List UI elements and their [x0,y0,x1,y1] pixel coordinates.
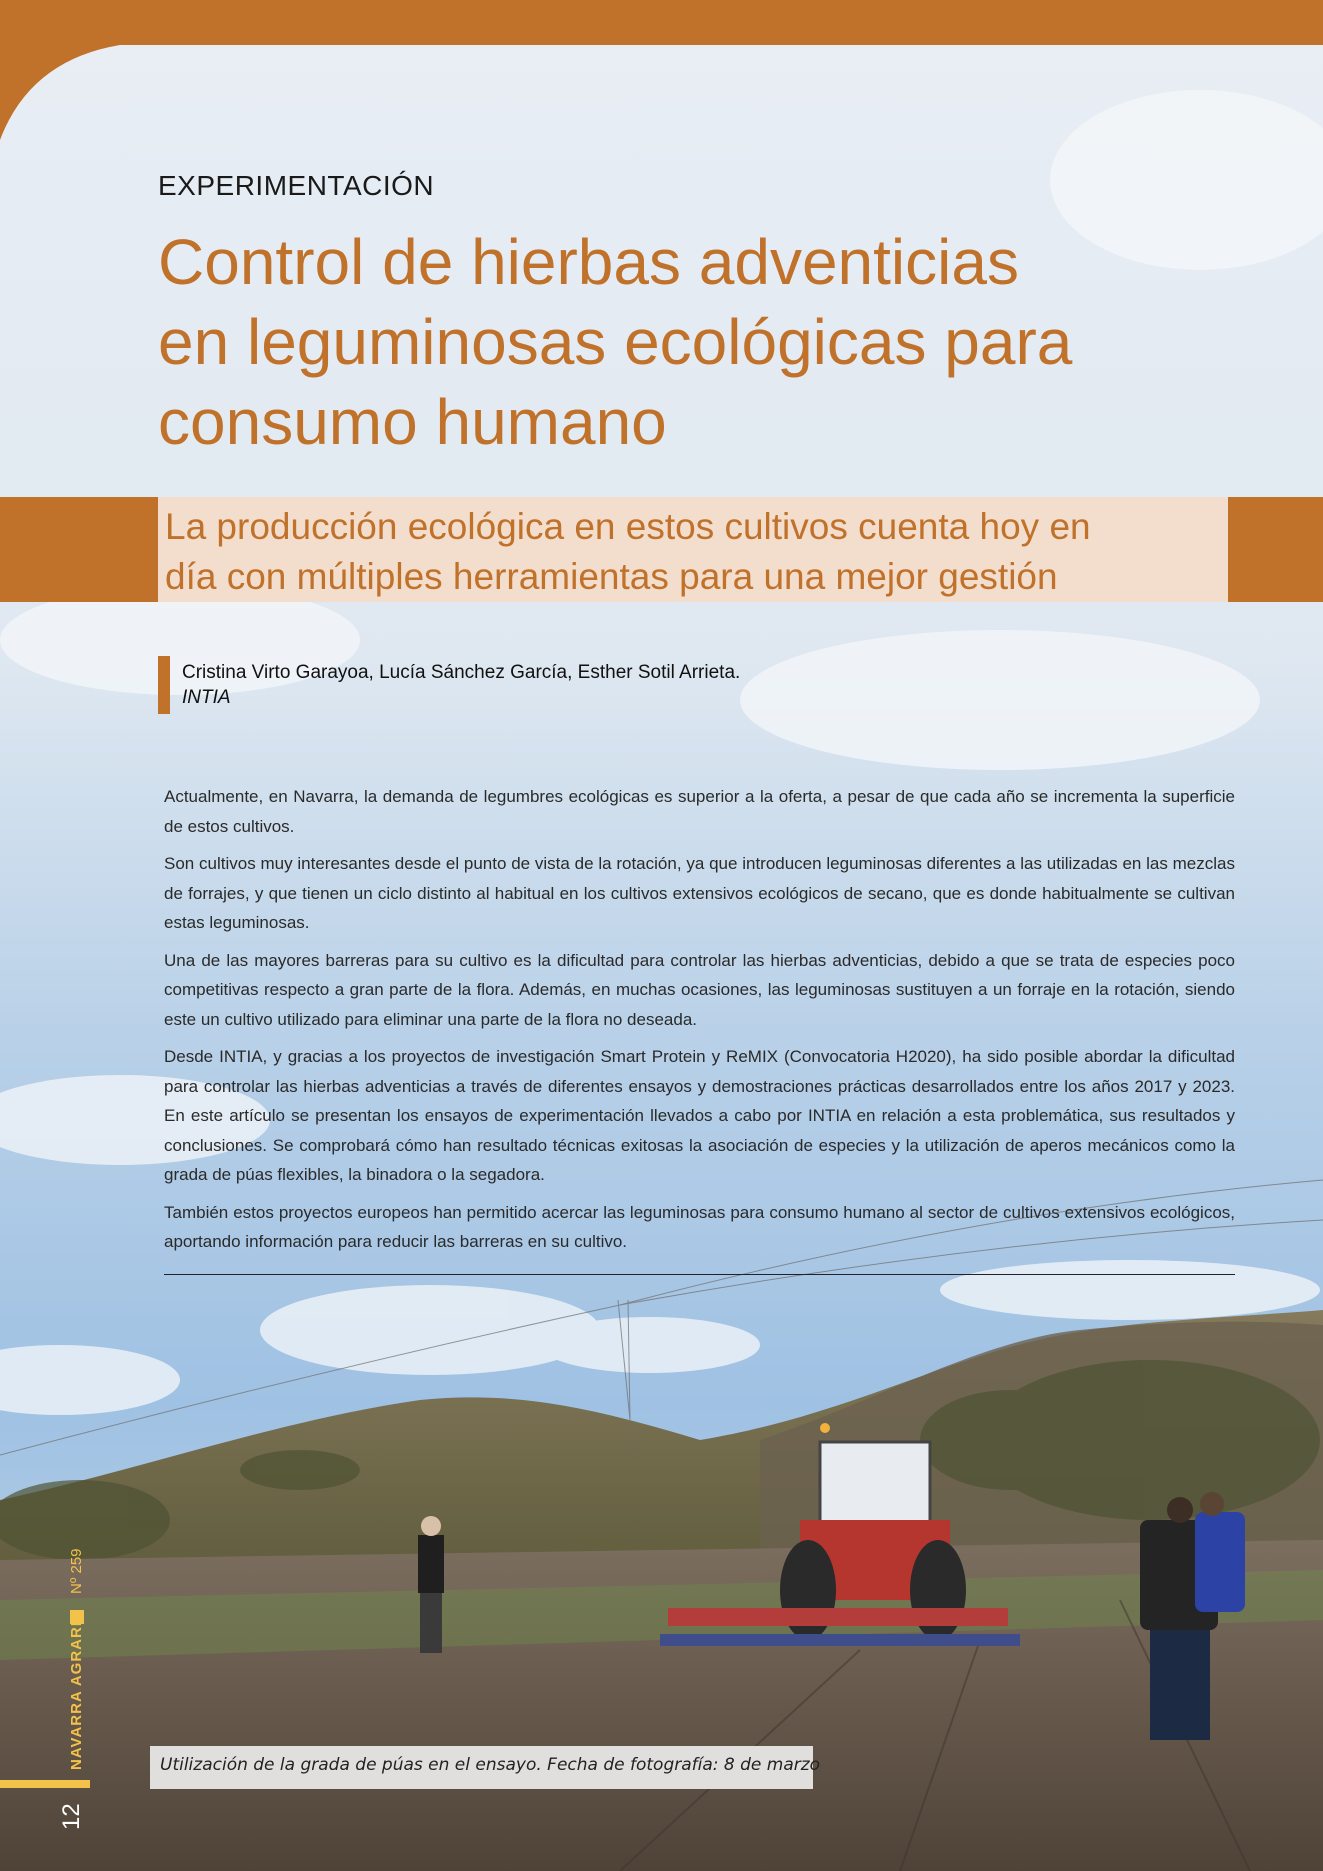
photo-caption: Utilización de la grada de púas en el ensayo. Fecha de fotografía: 8 de marzo [160,1755,821,1775]
title-line: consumo humano [158,386,667,458]
title-line: Control de hierbas adventicias [158,226,1019,298]
article-title [158,222,1118,462]
body-paragraph: Desde INTIA, y gracias a los proyectos de investigación Smart Protein y ReMIX (Convocatoria H2020), ha sido posible abordar la dificultad para controlar las hierbas adventicias a través de diferentes ensayos y demostraciones prácticas desarrollados entre los años 2017 y 2023. En este artículo se presentan los ensayos de experimentación llevados a cabo por INTIA en relación a esta problemática, sus resultados y conclusiones. Se comprobará cómo han resultado técnicas exitosas la asociación de especies y la utilización de aperos mecánicos como la grada de púas flexibles, la binadora o la segadora. [164,1047,1235,1184]
subtitle-line: La producción ecológica en estos cultivos cuenta hoy en [165,506,1091,547]
page-number: 12 [58,1803,85,1830]
section-label: EXPERIMENTACIÓN [158,170,435,201]
article-body [164,782,1235,1265]
body-paragraph: Actualmente, en Navarra, la demanda de legumbres ecológicas es superior a la oferta, a pesar de que cada año se incrementa la superficie de estos cultivos. [164,787,1235,836]
article-subtitle [165,502,1225,602]
issue-number: Nº 259 [68,1548,85,1594]
authors-accent-bar [158,656,170,714]
magazine-name: NAVARRA AGRARIA [68,1609,85,1770]
title-line: en leguminosas ecológicas para [158,306,1073,378]
affiliation: INTIA [182,687,231,708]
authors: Cristina Virto Garayoa, Lucía Sánchez García, Esther Sotil Arrieta. [182,662,741,683]
body-paragraph: Una de las mayores barreras para su cultivo es la dificultad para controlar las hierbas adventicias, debido a que se trata de especies poco competitivas respecto a gran parte de la flora. Además, en muchas ocasiones, las leguminosas sustituyen a un forraje en la rotación, siendo este un cultivo utilizado para eliminar una parte de la flora no deseada. [164,950,1235,1029]
body-paragraph: También estos proyectos europeos han permitido acercar las leguminosas para consumo humano al sector de cultivos extensivos ecológicos, aportando información para reducir las barreras en su cultivo. [164,1202,1235,1251]
page-accent-bar [0,1780,90,1788]
body-paragraph: Son cultivos muy interesantes desde el punto de vista de la rotación, ya que introducen leguminosas diferentes a las utilizadas en las mezclas de forrajes, y que tienen un ciclo distinto al habitual en los cultivos extensivos ecológicos de secano, que es donde habitualmente se cultivan estas leguminosas. [164,854,1235,932]
section-divider [164,1274,1235,1275]
subtitle-line: día con múltiples herramientas para una mejor gestión [165,556,1058,597]
